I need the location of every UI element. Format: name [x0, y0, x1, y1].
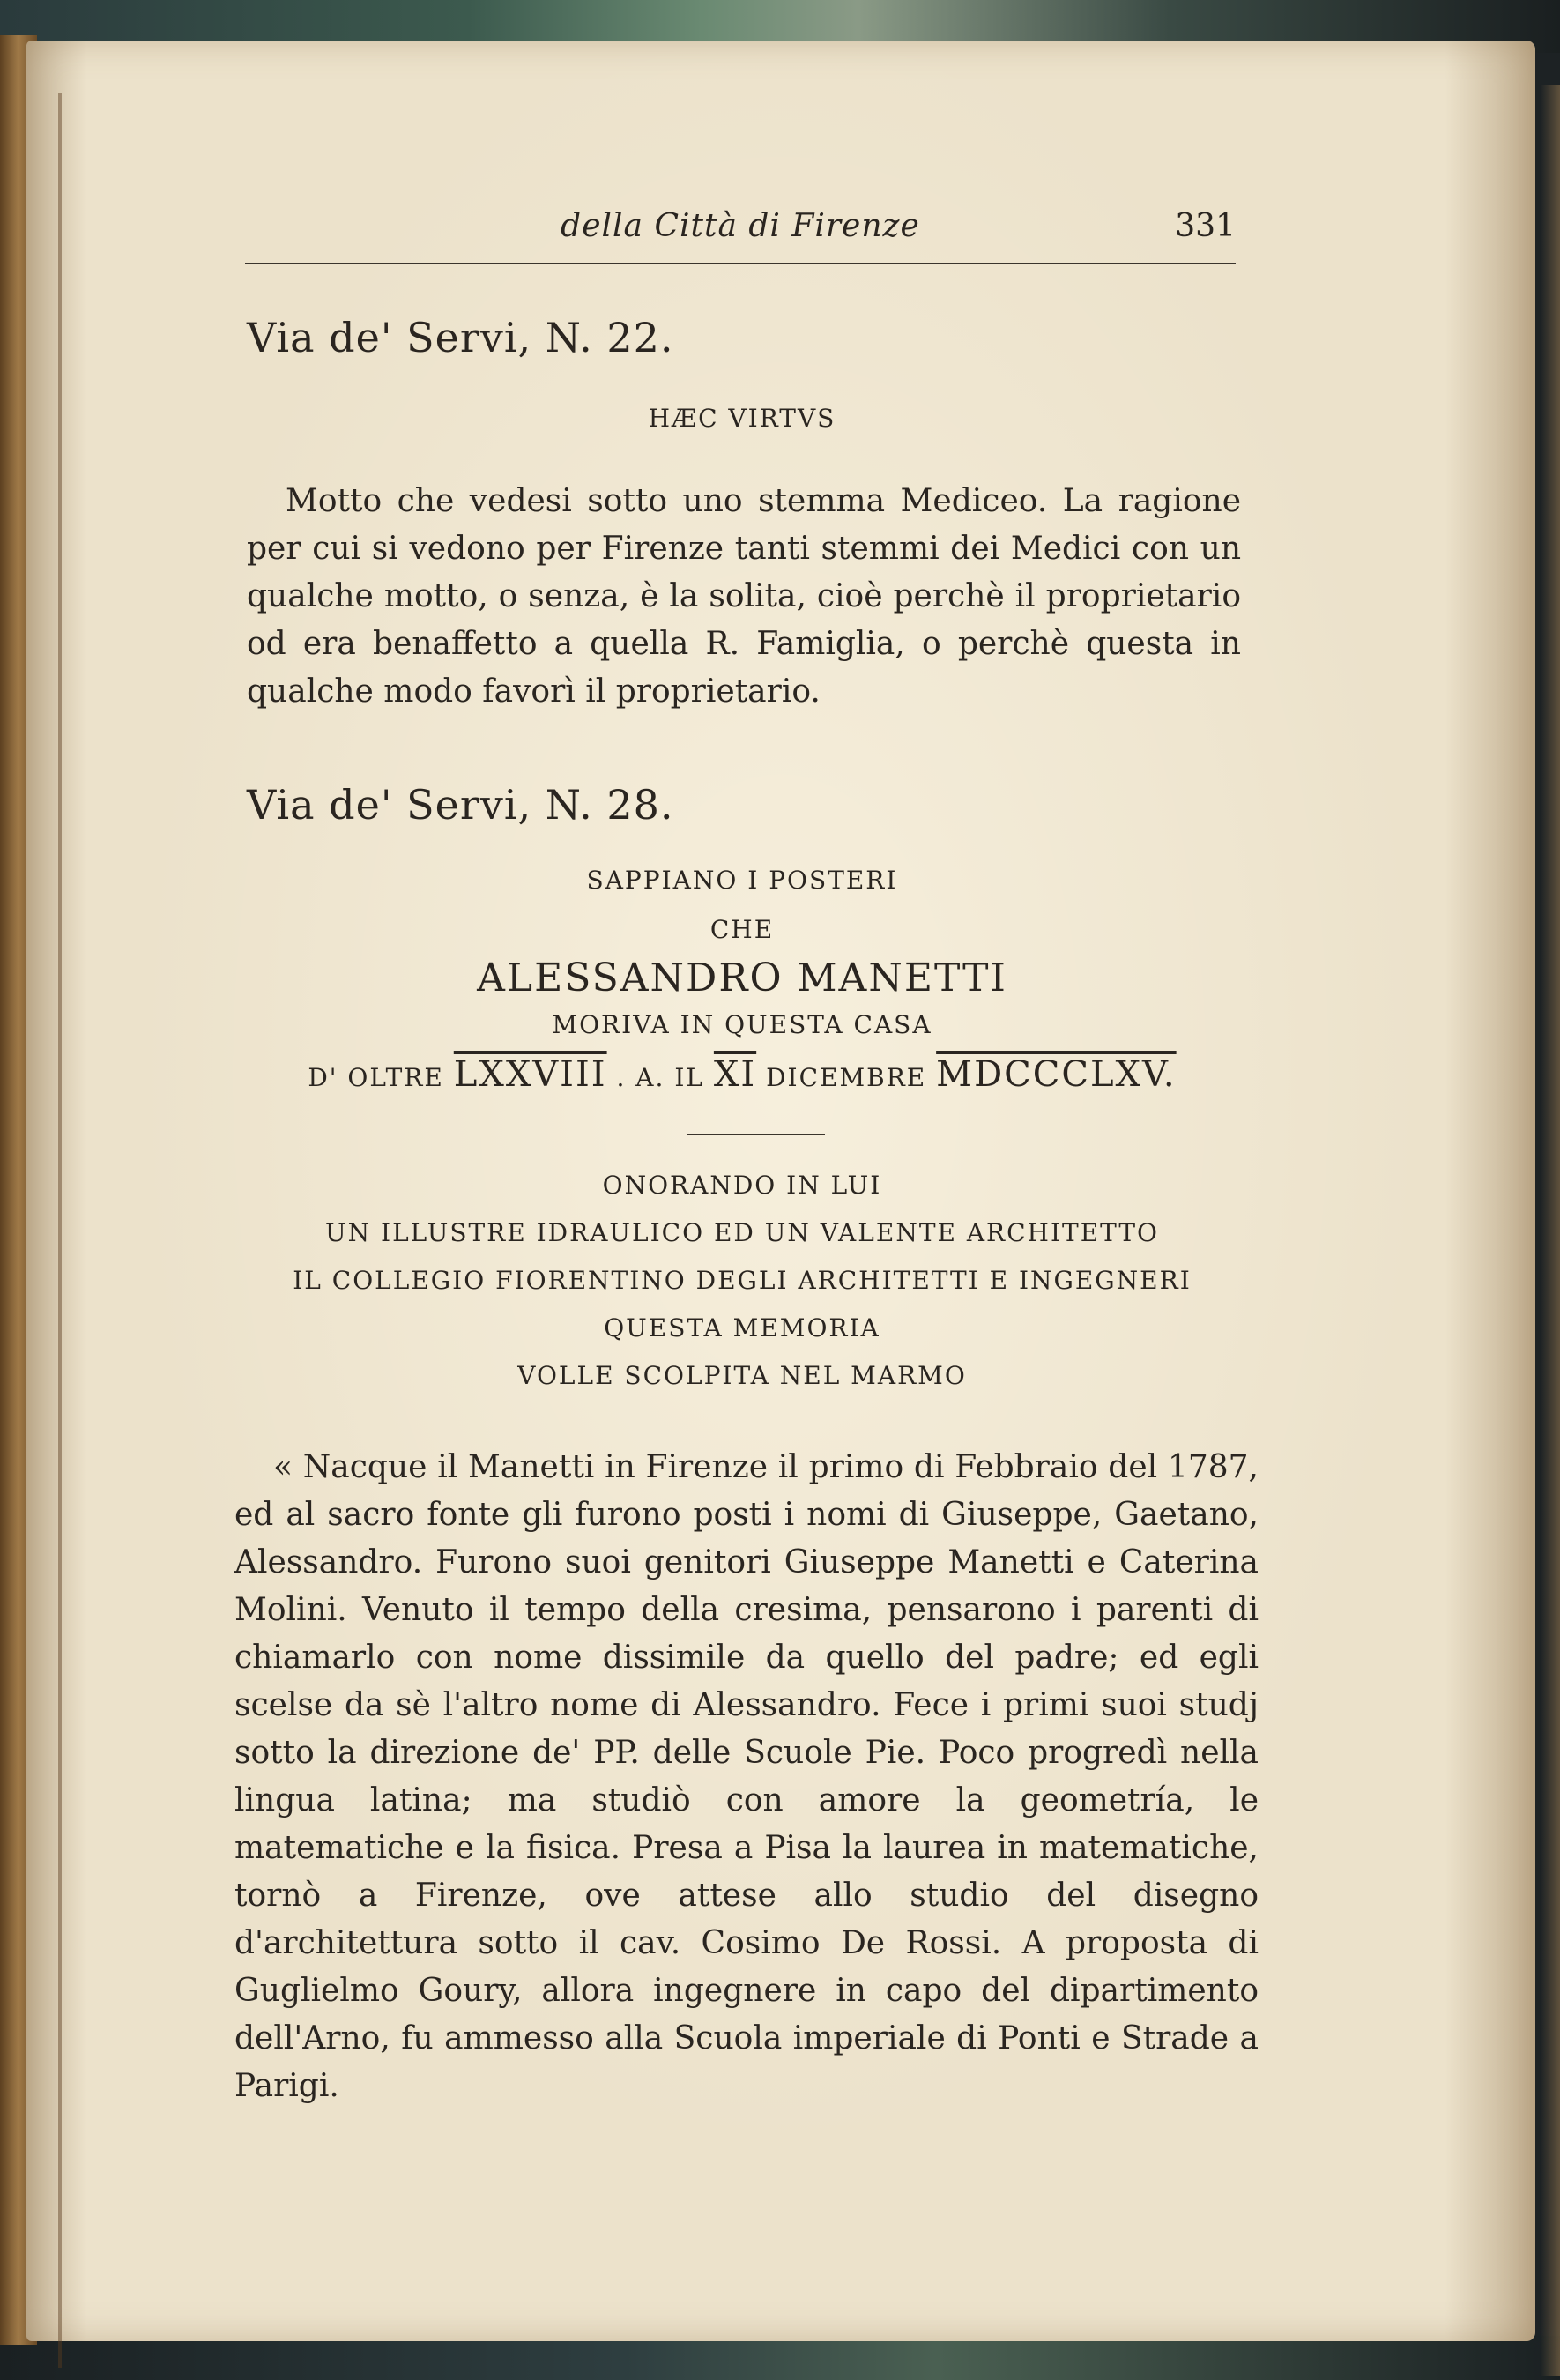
section-heading-22: Via de' Servi, N. 22. — [247, 314, 674, 361]
paragraph-section1 — [247, 478, 1241, 716]
inscription2-line-2: UN ILLUSTRE IDRAULICO ED UN VALENTE ARCHITETTO — [325, 1218, 1159, 1247]
gutter-line — [58, 93, 62, 2368]
paragraph-text: « Nacque il Manetti in Firenze il primo di Febbraio del 1787, ed al sacro fonte gli furono posti i nomi di Giuseppe, Gaetano, Alessandro. Furono suoi genitori Giuseppe Manetti e Caterina Molini. Venuto il tempo della cresima, pensarono i parenti di chiamarlo con nome dissimile da quello del padre; ed egli scelse da sè l'altro nome di Alessandro. Fece i primi suoi studj sotto la direzione de' PP. delle Scuole Pie. Poco progredì nella lingua latina; ma studiò con amore la geometría, le matematiche e la fisica. Presa a Pisa la laurea in matematiche, tornò a Firenze, ove attese allo studio del disegno d'architettura sotto il cav. Cosimo De Rossi. A proposta di Guglielmo Goury, allora ingegnere in capo del dipartimento dell'Arno, fu ammesso alla Scuola imperiale di Ponti e Strade a Parigi. — [234, 1449, 1259, 2104]
inscription-year: MDCCCLXV. — [936, 1054, 1177, 1095]
inscription-haec-virtus: HÆC VIRTVS — [648, 404, 836, 433]
inscription2-line-4: QUESTA MEMORIA — [604, 1313, 880, 1342]
inscription-connector: . A. IL — [616, 1063, 704, 1092]
inscription-line-5 — [247, 1054, 1237, 1095]
inscription-name: ALESSANDRO MANETTI — [477, 956, 1007, 1000]
section-heading-28: Via de' Servi, N. 28. — [247, 781, 674, 829]
page-edge-shadow — [1541, 85, 1560, 2376]
running-head-title: della Città di Firenze — [561, 208, 920, 244]
book-page — [26, 41, 1535, 2341]
inscription2-line-5: VOLLE SCOLPITA NEL MARMO — [517, 1361, 967, 1390]
inscription2-line-3: IL COLLEGIO FIORENTINO DEGLI ARCHITETTI E INGEGNERI — [293, 1266, 1192, 1295]
inscription-month: DICEMBRE — [766, 1063, 927, 1092]
page-number: 331 — [1175, 208, 1236, 244]
inscription-prefix: D' OLTRE — [308, 1063, 444, 1092]
running-head — [245, 208, 1236, 266]
inscription-line-1: SAPPIANO I POSTERI — [586, 866, 898, 895]
inscription-day: $\overline{XI}$ — [713, 1054, 757, 1095]
backdrop-bottom — [0, 2336, 1560, 2380]
inscription-age: LXXVIII — [453, 1054, 607, 1095]
running-head-rule — [245, 263, 1236, 264]
paragraph-text: Motto che vedesi sotto uno stemma Mediceo. La ragione per cui si vedono per Firenze tanti stemmi dei Medici con un qualche motto, o senza, è la solita, cioè perchè il proprietario od era benaffetto a quella R. Famiglia, o perchè questa in qualche modo favorì il proprietario. — [247, 483, 1241, 710]
inscription-line-4: MORIVA IN QUESTA CASA — [552, 1010, 932, 1039]
inscription2-line-1: ONORANDO IN LUI — [602, 1171, 882, 1200]
inscription-line-2: CHE — [709, 915, 775, 944]
inscription-separator — [687, 1134, 825, 1135]
paragraph-section2 — [234, 1444, 1259, 2110]
